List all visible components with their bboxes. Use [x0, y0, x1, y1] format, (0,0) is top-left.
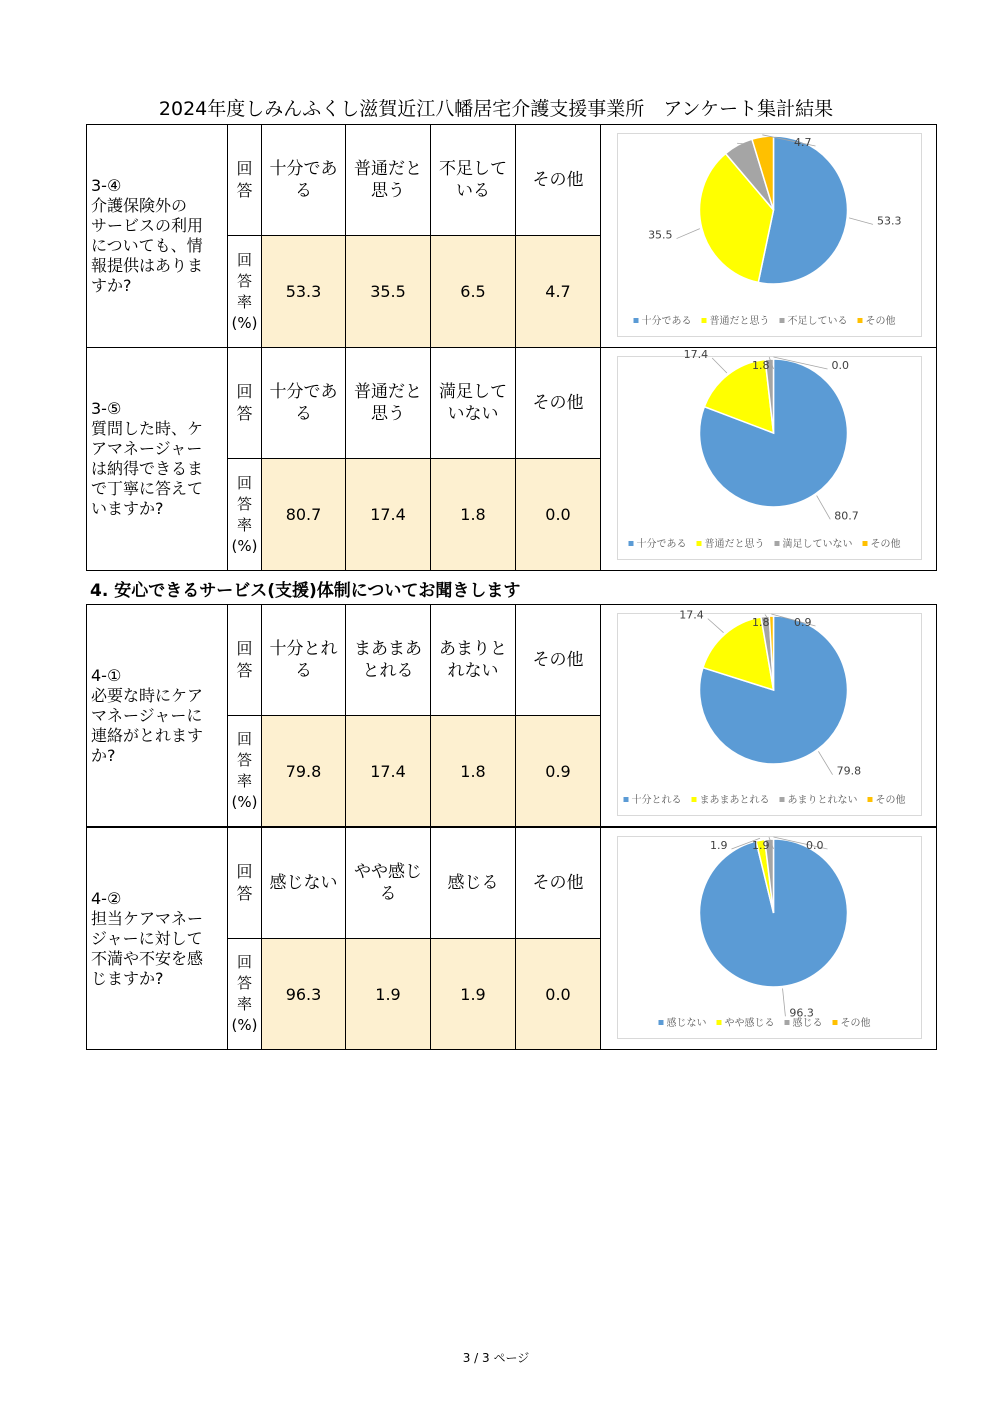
answer-label-cell	[228, 605, 262, 716]
option-label: 不足して いる	[439, 159, 507, 201]
pie-chart-frame	[617, 836, 922, 1039]
value-text: 1.8	[460, 761, 486, 781]
value-text: 17.4	[370, 761, 406, 781]
option-label: 普通だと 思う	[354, 159, 422, 201]
option-label: 感じる	[447, 873, 499, 893]
value-text: 0.0	[545, 984, 571, 1004]
value-cell	[262, 716, 346, 826]
data-label: 0.9	[794, 616, 812, 629]
option-cell	[431, 605, 516, 716]
option-cell	[346, 605, 431, 716]
answer-label-cell	[228, 125, 262, 236]
option-cell	[516, 125, 601, 236]
pie-chart-frame	[617, 608, 922, 816]
question-block	[86, 124, 937, 348]
legend	[624, 793, 906, 806]
value-text: 0.9	[545, 761, 571, 781]
data-label: 0.0	[831, 359, 849, 372]
rate-label: 回 答 率 (%)	[231, 250, 258, 332]
legend-swatch	[624, 797, 629, 802]
data-label: 80.7	[834, 509, 859, 523]
legend-label: まあまあとれる	[699, 795, 770, 806]
legend	[629, 537, 901, 550]
data-label: 4.7	[794, 136, 812, 149]
section-heading: 4. 安心できるサービス(支援)体制についてお聞きします	[90, 581, 521, 601]
value-text: 53.3	[285, 282, 322, 301]
rate-label: 回 答 率 (%)	[231, 730, 258, 811]
option-cell	[262, 605, 346, 716]
question-cell	[87, 348, 228, 570]
rate-label-cell	[228, 236, 262, 347]
value-cell	[346, 716, 431, 826]
legend-swatch	[702, 318, 707, 323]
answer-label-cell	[228, 828, 262, 939]
pie-chart	[618, 348, 921, 559]
option-cell	[516, 828, 601, 939]
value-text: 35.5	[370, 282, 406, 301]
value-cell	[262, 939, 346, 1049]
leader-line	[849, 218, 873, 224]
rate-label-cell	[228, 459, 262, 570]
legend-swatch	[785, 1020, 790, 1025]
pie-chart	[618, 837, 921, 1038]
value-cell	[516, 236, 601, 347]
value-cell	[516, 459, 601, 570]
question-text: 4-① 必要な時にケア マネージャーに 連絡がとれます か?	[91, 665, 204, 765]
option-label: その他	[532, 170, 584, 190]
legend-label: 十分である	[636, 539, 687, 550]
legend-swatch	[629, 541, 634, 546]
question-block	[86, 827, 937, 1050]
option-cell	[262, 828, 346, 939]
option-label: 満足して いない	[439, 382, 507, 424]
legend-label: その他	[870, 539, 901, 550]
legend	[659, 1016, 871, 1029]
page-footer: 3 / 3 ページ	[462, 1351, 530, 1365]
value-cell	[516, 939, 601, 1049]
legend-swatch	[692, 797, 697, 802]
leader-line	[818, 751, 832, 774]
option-label: 感じない	[269, 873, 338, 893]
option-cell	[431, 348, 516, 459]
question-cell	[87, 125, 228, 347]
legend	[634, 314, 896, 327]
option-cell	[346, 348, 431, 459]
legend-label: その他	[840, 1018, 871, 1029]
legend-swatch	[868, 797, 873, 802]
legend-label: 満足していない	[782, 539, 853, 550]
pie-chart-frame	[617, 133, 922, 337]
legend-label: あまりとれない	[787, 795, 858, 806]
value-cell	[431, 236, 516, 347]
option-label: あまりと れない	[439, 639, 507, 681]
legend-label: 十分とれる	[631, 795, 682, 806]
leader-line	[817, 496, 831, 520]
value-text: 79.8	[285, 761, 322, 781]
data-label: 1.8	[752, 359, 770, 372]
pie-chart-area	[601, 605, 936, 826]
value-cell	[516, 716, 601, 826]
legend-label: 普通だと思う	[704, 539, 765, 550]
pie-chart-area	[601, 348, 936, 570]
data-label: 79.8	[836, 764, 862, 778]
value-cell	[431, 939, 516, 1049]
answer-label: 回 答	[236, 862, 253, 903]
value-cell	[346, 236, 431, 347]
answer-label-cell	[228, 348, 262, 459]
value-text: 1.9	[375, 984, 401, 1004]
legend-swatch	[634, 318, 639, 323]
option-cell	[346, 125, 431, 236]
option-cell	[346, 828, 431, 939]
option-cell	[516, 348, 601, 459]
legend-swatch	[780, 318, 785, 323]
data-label: 35.5	[648, 228, 673, 242]
value-cell	[346, 939, 431, 1049]
value-cell	[262, 459, 346, 570]
value-cell	[431, 459, 516, 570]
rate-label: 回 答 率 (%)	[231, 473, 258, 555]
legend-label: 不足している	[787, 316, 848, 327]
value-text: 80.7	[285, 505, 322, 524]
option-cell	[262, 348, 346, 459]
value-text: 6.5	[460, 282, 486, 301]
question-text: 3-⑤ 質問した時、ケ アマネージャー は納得できるま で丁寧に答えて いますか?	[91, 399, 204, 518]
value-cell	[431, 716, 516, 826]
data-label: 0.0	[806, 839, 824, 852]
legend-swatch	[780, 797, 785, 802]
legend-label: やや感じる	[724, 1018, 775, 1029]
option-label: まあまあ とれる	[354, 639, 422, 681]
data-label: 1.9	[710, 839, 728, 852]
legend-label: 感じない	[666, 1018, 707, 1029]
legend-label: 普通だと思う	[709, 316, 770, 327]
data-label: 17.4	[679, 608, 704, 622]
option-cell	[431, 828, 516, 939]
pie-chart	[618, 608, 921, 815]
value-cell	[262, 236, 346, 347]
option-label: 十分であ る	[269, 382, 338, 424]
question-cell	[87, 605, 228, 826]
data-label: 96.3	[789, 1006, 814, 1020]
value-text: 0.0	[545, 505, 571, 524]
rate-label: 回 答 率 (%)	[231, 953, 258, 1034]
leader-line	[712, 358, 727, 373]
value-text: 4.7	[545, 282, 571, 301]
question-block	[86, 604, 937, 827]
pie-chart-area	[601, 828, 936, 1049]
pie-chart	[618, 134, 921, 336]
answer-label: 回 答	[236, 382, 253, 423]
pie-chart-area	[601, 125, 936, 347]
legend-swatch	[833, 1020, 838, 1025]
option-label: やや感じ る	[354, 862, 422, 904]
leader-line	[708, 619, 724, 633]
legend-label: その他	[865, 316, 896, 327]
option-cell	[262, 125, 346, 236]
option-cell	[516, 605, 601, 716]
legend-swatch	[659, 1020, 664, 1025]
data-label: 1.8	[752, 616, 770, 629]
option-label: 普通だと 思う	[354, 382, 422, 424]
leader-line	[677, 229, 700, 239]
question-text: 3-④ 介護保険外の サービスの利用 についても、情 報提供はありま すか?	[91, 176, 204, 295]
value-cell	[346, 459, 431, 570]
data-label: 1.9	[752, 839, 770, 852]
option-label: その他	[532, 650, 584, 670]
data-label: 53.3	[876, 214, 902, 228]
value-text: 96.3	[285, 984, 322, 1004]
page-title: 2024年度しみんふくし滋賀近江八幡居宅介護支援事業所 アンケート集計結果	[158, 98, 834, 120]
question-cell	[87, 828, 228, 1049]
option-cell	[431, 125, 516, 236]
legend-swatch	[775, 541, 780, 546]
value-text: 17.4	[370, 505, 406, 524]
legend-swatch	[863, 541, 868, 546]
rate-label-cell	[228, 716, 262, 826]
data-label: 17.4	[683, 348, 709, 362]
legend-label: 十分である	[641, 316, 692, 327]
option-label: その他	[532, 393, 584, 413]
legend-swatch	[858, 318, 863, 323]
value-text: 1.8	[460, 505, 486, 524]
option-label: その他	[532, 873, 584, 893]
legend-swatch	[697, 541, 702, 546]
legend-swatch	[717, 1020, 722, 1025]
legend-label: 感じる	[792, 1018, 823, 1029]
pie-chart-frame	[617, 348, 922, 560]
question-text: 4-② 担当ケアマネー ジャーに対して 不満や不安を感 じますか?	[91, 888, 204, 988]
question-block	[86, 347, 937, 571]
legend-label: その他	[875, 795, 906, 806]
answer-label: 回 答	[236, 159, 253, 200]
option-label: 十分であ る	[269, 159, 338, 201]
rate-label-cell	[228, 939, 262, 1049]
value-text: 1.9	[460, 984, 486, 1004]
answer-label: 回 答	[236, 639, 253, 680]
leader-line	[783, 988, 786, 1016]
option-label: 十分とれ る	[269, 639, 338, 681]
